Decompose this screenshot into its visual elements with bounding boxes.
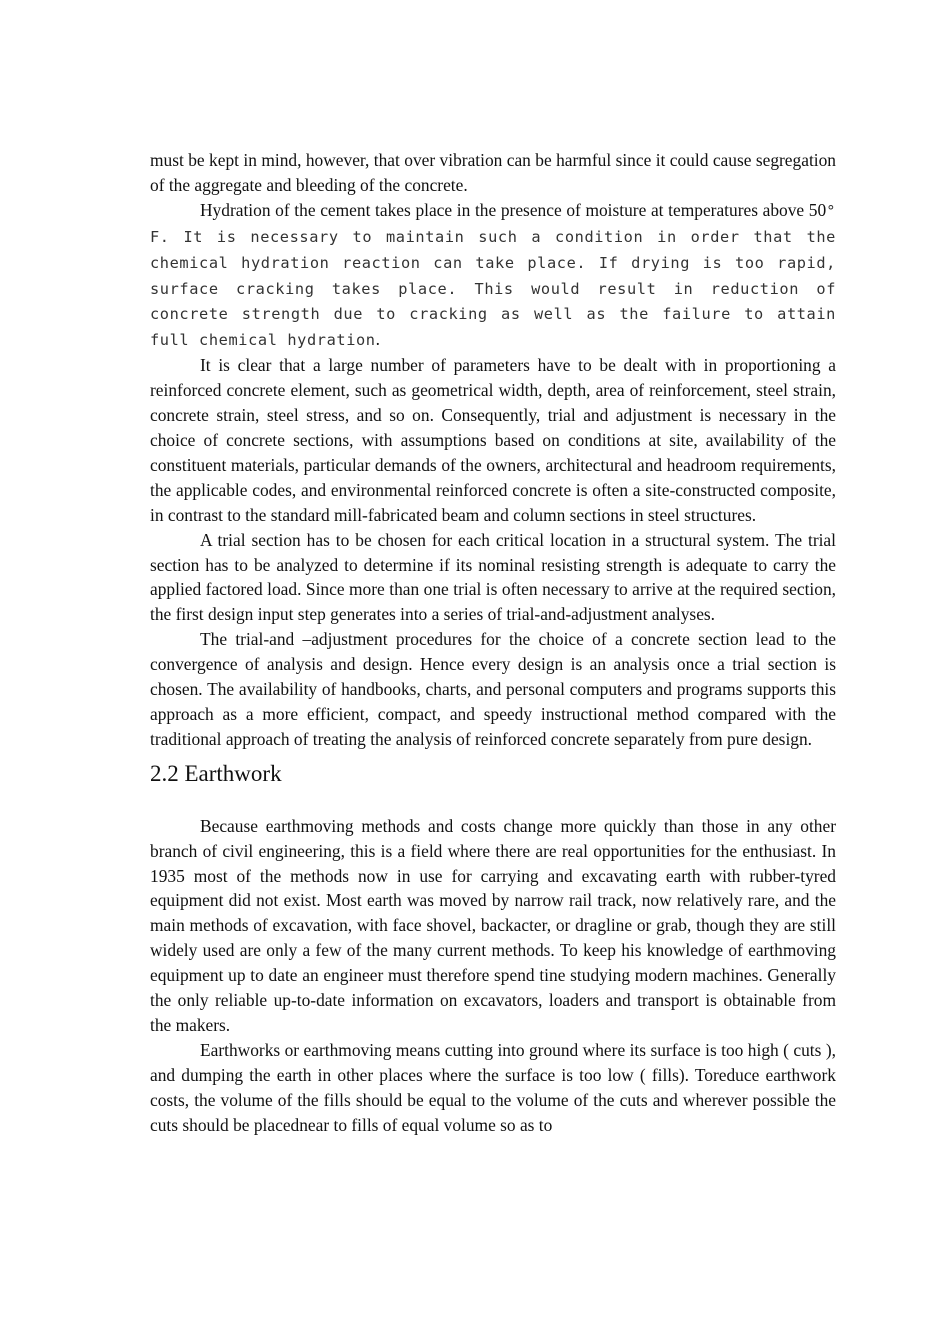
paragraph-cuts-and-fills: Earthworks or earthmoving means cutting into ground where its surface is too high ( cuts ), and dumping the earth in other places where the surface is too low ( fills). Toreduce earthwork costs, the volume of the fills should be equal to the volume of the cuts and wherever possible the cuts should be placednear to fills of equal volume so as to bbox=[150, 1039, 836, 1135]
paragraph-trial-section: A trial section has to be chosen for each critical location in a structural system. The trial section has to be analyzed to determine if its nominal resisting strength is adequate to carry the applied factored load. Since more than one trial is often necessary to arrive at the required section, the first design input step generates into a series of trial-and-adjustment analyses. bbox=[150, 529, 836, 625]
paragraph-vibration: must be kept in mind, however, that over vibration can be harmful since it could cause segregation of the aggregate and bleeding of the concrete. bbox=[150, 150, 836, 195]
paragraph-parameters: It is clear that a large number of parameters have to be dealt with in proportioning a reinforced concrete element, such as geometrical width, depth, area of reinforcement, steel strain, concrete strain, steel stress, and so on. Consequently, trial and adjustment is necessary in the choice of concrete sections, with assumptions based on conditions at site, availability of the constituent materials, particular demands of the owners, architectural and headroom requirements, the applicable codes, and environmental reinforced concrete is often a site-constructed composite, in contrast to the standard mill-fabricated beam and column sections in steel structures. bbox=[150, 355, 836, 525]
section-heading-earthwork: 2.2 Earthwork bbox=[150, 760, 282, 786]
hydration-lead-text: Hydration of the cement takes place in the presence of moisture at temperatures above 50 bbox=[200, 199, 827, 220]
paragraph-hydration bbox=[150, 198, 836, 353]
hydration-end-text: . bbox=[375, 329, 380, 350]
hydration-mono-text: ° F. It is necessary to maintain such a condition in order that the chemical hydration reaction can take place. If drying is too rapid, surface cracking takes place. This would result in reduction of concrete strength due to cracking as well as the failure to attain full chemical hydration bbox=[150, 201, 836, 350]
paragraph-trial-adjustment: The trial-and –adjustment procedures for the choice of a concrete section lead to the convergence of analysis and design. Hence every design is an analysis once a trial section is chosen. The availability of handbooks, charts, and personal computers and programs supports this approach as a more efficient, compact, and speedy instructional method compared with the traditional approach of treating the analysis of reinforced concrete separately from pure design. bbox=[150, 629, 836, 749]
paragraph-earthmoving-methods: Because earthmoving methods and costs change more quickly than those in any other branch of civil engineering, this is a field where there are real opportunities for the enthusiast. In 1935 most of the methods now in use for carrying and excavating earth with rubber-tyred equipment did not exist. Most earth was moved by narrow rail track, now relatively rare, and the main methods of excavation, with face shovel, backacter, or dragline or grab, though they are still widely used are only a few of the many current methods. To keep his knowledge of earthmoving equipment up to date an engineer must therefore spend tine studying modern machines. Generally the only reliable up-to-date information on excavators, loaders and transport is obtainable from the makers. bbox=[150, 815, 836, 1035]
document-page bbox=[150, 148, 836, 1138]
